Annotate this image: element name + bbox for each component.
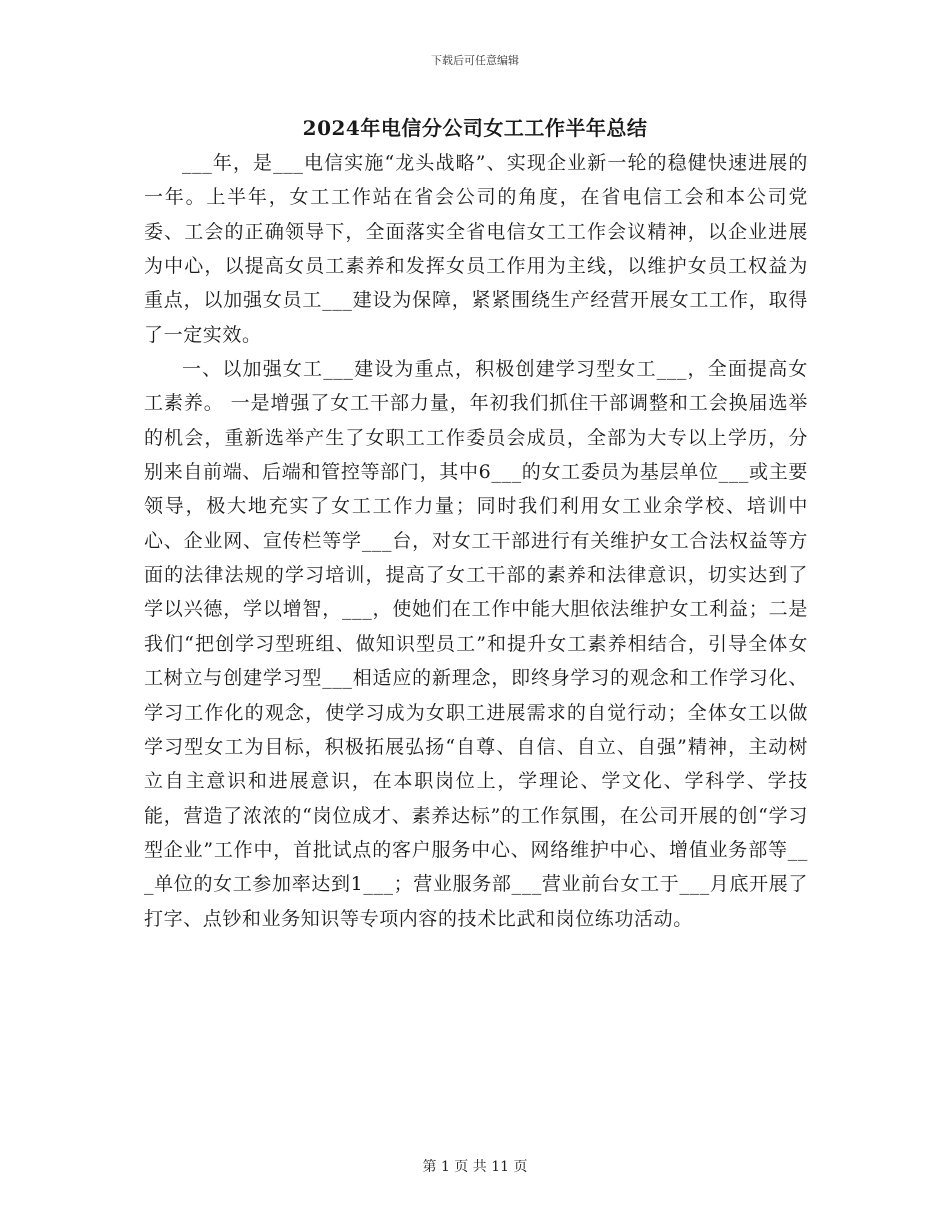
page-number: 第 1 页 共 11 页 bbox=[422, 1159, 528, 1175]
paragraph-section-one: 一、以加强女工___建设为重点，积极创建学习型女工___，全面提高女工素养。 一是增强了女工干部力量，年初我们抓住干部调整和工会换届选举的机会，重新选举产生了女职工工作委员会成员，全部为大专以上学历，分别来自前端、后端和管控等部门，其中6___的女工委员为基层单位___或主要领导，极大地充实了女工工作力量；同时我们利用女工业余学校、培训中心、企业网、宣传栏等学___台，对女工干部进行有关维护女工合法权益等方面的法律法规的学习培训，提高了女工干部的素养和法律意识，切实达到了学以兴德，学以增智，___，使她们在工作中能大胆依法维护女工利益；二是我们“把创学习型班组、做知识型员工”和提升女工素养相结合，引导全体女工树立与创建学习型___相适应的新理念，即终身学习的观念和工作学习化、学习工作化的观念，使学习成为女职工进展需求的自觉行动；全体女工以做学习型女工为目标，积极拓展弘扬“自尊、自信、自立、自强”精神，主动树立自主意识和进展意识，在本职岗位上，学理论、学文化、学科学、学技能，营造了浓浓的“岗位成才、素养达标”的工作氛围，在公司开展的创“学习型企业”工作中，首批试点的客户服务中心、网络维护中心、增值业务部等___单位的女工参加率达到1___；营业服务部___营业前台女工于___月底开展了打字、点钞和业务知识等专项内容的技术比武和岗位练功活动。 bbox=[144, 358, 808, 930]
document-title: 2024年电信分公司女工工作半年总结 bbox=[302, 116, 648, 140]
paragraph-intro: ___年，是___电信实施“龙头战略”、实现企业新一轮的稳健快速进展的一年。上半年，女工工作站在省会公司的角度，在省电信工会和本公司党委、工会的正确领导下，全面落实全省电信女工工作会议精神，以企业进展为中心，以提高女员工素养和发挥女员工作用为主线，以维护女员工权益为重点，以加强女员工___建设为保障，紧紧围绕生产经营开展女工工作，取得了一定实效。 bbox=[144, 152, 808, 346]
page-header-note: 下载后可任意编辑 bbox=[431, 54, 519, 67]
document-body bbox=[144, 146, 808, 936]
